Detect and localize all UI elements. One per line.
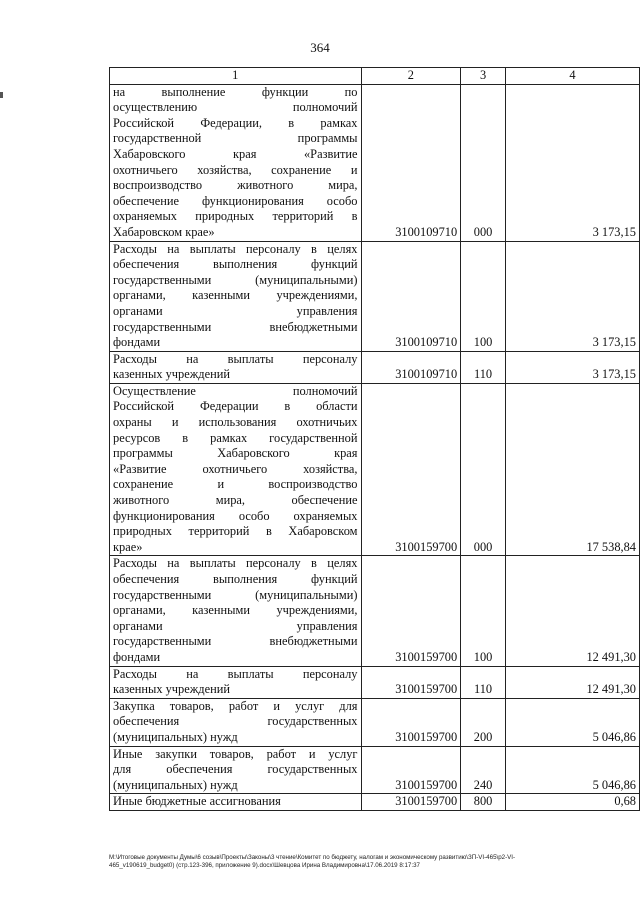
row-target-code: 3100109710 xyxy=(361,351,461,383)
row-expense-kind: 200 xyxy=(461,698,506,746)
description-line: животного мира, обеспечение xyxy=(113,493,358,508)
description-line: органами, казенными учреждениями, xyxy=(113,603,358,618)
table-row xyxy=(110,351,640,383)
page-number: 364 xyxy=(310,40,330,55)
row-expense-kind: 800 xyxy=(461,794,506,811)
description-line: программы Хабаровского края xyxy=(113,446,358,461)
column-header-kind: 3 xyxy=(461,68,506,85)
row-expense-kind: 110 xyxy=(461,351,506,383)
table-row xyxy=(110,556,640,666)
description-line: государственными внебюджетными xyxy=(113,634,358,649)
row-description xyxy=(110,84,362,241)
description-line: Расходы на выплаты персоналу в целях xyxy=(113,241,358,256)
row-expense-kind: 000 xyxy=(461,383,506,556)
budget-table xyxy=(109,67,640,811)
row-target-code: 3100159700 xyxy=(361,794,461,811)
row-description xyxy=(110,351,362,383)
description-line: государственными (муниципальными) xyxy=(113,272,358,287)
row-target-code: 3100159700 xyxy=(361,746,461,794)
row-description xyxy=(110,794,362,811)
description-line: для обеспечения государственных xyxy=(113,762,358,777)
description-line: органами управления xyxy=(113,618,358,633)
column-number-row xyxy=(110,68,640,85)
table-row xyxy=(110,746,640,794)
description-line: казенных учреждений xyxy=(113,682,230,697)
row-description xyxy=(110,556,362,666)
row-target-code: 3100109710 xyxy=(361,241,461,351)
description-line: органами управления xyxy=(113,303,358,318)
description-line: Иные закупки товаров, работ и услуг xyxy=(113,746,358,761)
description-line: обеспечения государственных xyxy=(113,714,358,729)
row-expense-kind: 110 xyxy=(461,666,506,698)
description-line: «Развитие охотничьего хозяйства, xyxy=(113,461,358,476)
description-line: Российской Федерации в области xyxy=(113,399,358,414)
description-line: Хабаровского края «Развитие xyxy=(113,146,358,161)
description-line: государственными (муниципальными) xyxy=(113,587,358,602)
description-line: Хабаровском крае» xyxy=(113,224,215,239)
description-line: органами, казенными учреждениями, xyxy=(113,288,358,303)
description-line: обеспечения выполнения функций xyxy=(113,572,358,586)
footer-line-1: М:\Итоговые документы Думы\6 созыв\Проекты\Законы\3 чтение\Комитет по бюджету, налогам и экономическому развитию\ЗП-VI-465\р2-VI- xyxy=(109,854,516,861)
description-line: функционирования особо охраняемых xyxy=(113,508,358,523)
row-description xyxy=(110,698,362,746)
description-line: Расходы на выплаты персоналу xyxy=(113,666,358,681)
description-line: охраняемых природных территорий в xyxy=(113,209,358,224)
row-description xyxy=(110,746,362,794)
table-row xyxy=(110,666,640,698)
description-line: Российской Федерации, в рамках xyxy=(113,115,358,130)
table-row xyxy=(110,84,640,241)
description-line: обеспечения выполнения функций xyxy=(113,257,358,272)
row-amount: 3 173,15 xyxy=(505,84,639,241)
row-description xyxy=(110,666,362,698)
column-header-amount: 4 xyxy=(505,68,639,85)
description-line: на выполнение функции по xyxy=(113,84,358,99)
row-description xyxy=(110,383,362,556)
description-line: Расходы на выплаты персоналу в целях xyxy=(113,556,358,571)
row-target-code: 3100159700 xyxy=(361,698,461,746)
description-line: природных территорий в Хабаровском xyxy=(113,524,358,539)
table-body xyxy=(110,84,640,810)
scan-edge-mark xyxy=(0,92,3,98)
row-amount: 17 538,84 xyxy=(505,383,639,556)
row-expense-kind: 100 xyxy=(461,241,506,351)
row-target-code: 3100159700 xyxy=(361,383,461,556)
table-row xyxy=(110,241,640,351)
column-header-description: 1 xyxy=(110,68,362,85)
description-line: охотничьего хозяйства, сохранение и xyxy=(113,162,358,177)
description-line: крае» xyxy=(113,539,143,554)
description-line: казенных учреждений xyxy=(113,367,230,382)
description-line: осуществлению полномочий xyxy=(113,100,358,115)
footer-line-2: 465_v190619_budget0) (стр.123-396, приложение 9).docx\Шевцова Ирина Владимировна\17.06.2019 8:17:37 xyxy=(109,862,420,870)
description-line: воспроизводство животного мира, xyxy=(113,178,358,193)
row-expense-kind: 000 xyxy=(461,84,506,241)
row-amount: 3 173,15 xyxy=(505,241,639,351)
description-line: обеспечение функционирования особо xyxy=(113,193,358,208)
description-line: фондами xyxy=(113,649,161,664)
description-line: (муниципальных) нужд xyxy=(113,777,238,792)
row-expense-kind: 240 xyxy=(461,746,506,794)
description-line: охраны и использования охотничьих xyxy=(113,415,358,430)
description-line: Иные бюджетные ассигнования xyxy=(113,794,281,809)
description-line: Расходы на выплаты персоналу xyxy=(113,351,358,366)
row-target-code: 3100159700 xyxy=(361,556,461,666)
row-expense-kind: 100 xyxy=(461,556,506,666)
row-target-code: 3100159700 xyxy=(361,666,461,698)
table-row xyxy=(110,794,640,811)
description-line: Закупка товаров, работ и услуг для xyxy=(113,698,358,713)
row-amount: 5 046,86 xyxy=(505,698,639,746)
row-target-code: 3100109710 xyxy=(361,84,461,241)
description-line: государственными внебюджетными xyxy=(113,319,358,334)
column-header-code: 2 xyxy=(361,68,461,85)
row-description xyxy=(110,241,362,351)
description-line: государственной программы xyxy=(113,131,358,146)
description-line: ресурсов в рамках государственной xyxy=(113,430,358,445)
file-path-footer xyxy=(109,854,619,871)
table-row xyxy=(110,383,640,556)
row-amount: 0,68 xyxy=(505,794,639,811)
row-amount: 12 491,30 xyxy=(505,666,639,698)
description-line: фондами xyxy=(113,335,161,350)
row-amount: 12 491,30 xyxy=(505,556,639,666)
table-row xyxy=(110,698,640,746)
row-amount: 3 173,15 xyxy=(505,351,639,383)
description-line: Осуществление полномочий xyxy=(113,383,358,398)
description-line: сохранение и воспроизводство xyxy=(113,477,358,492)
row-amount: 5 046,86 xyxy=(505,746,639,794)
description-line: (муниципальных) нужд xyxy=(113,729,238,744)
